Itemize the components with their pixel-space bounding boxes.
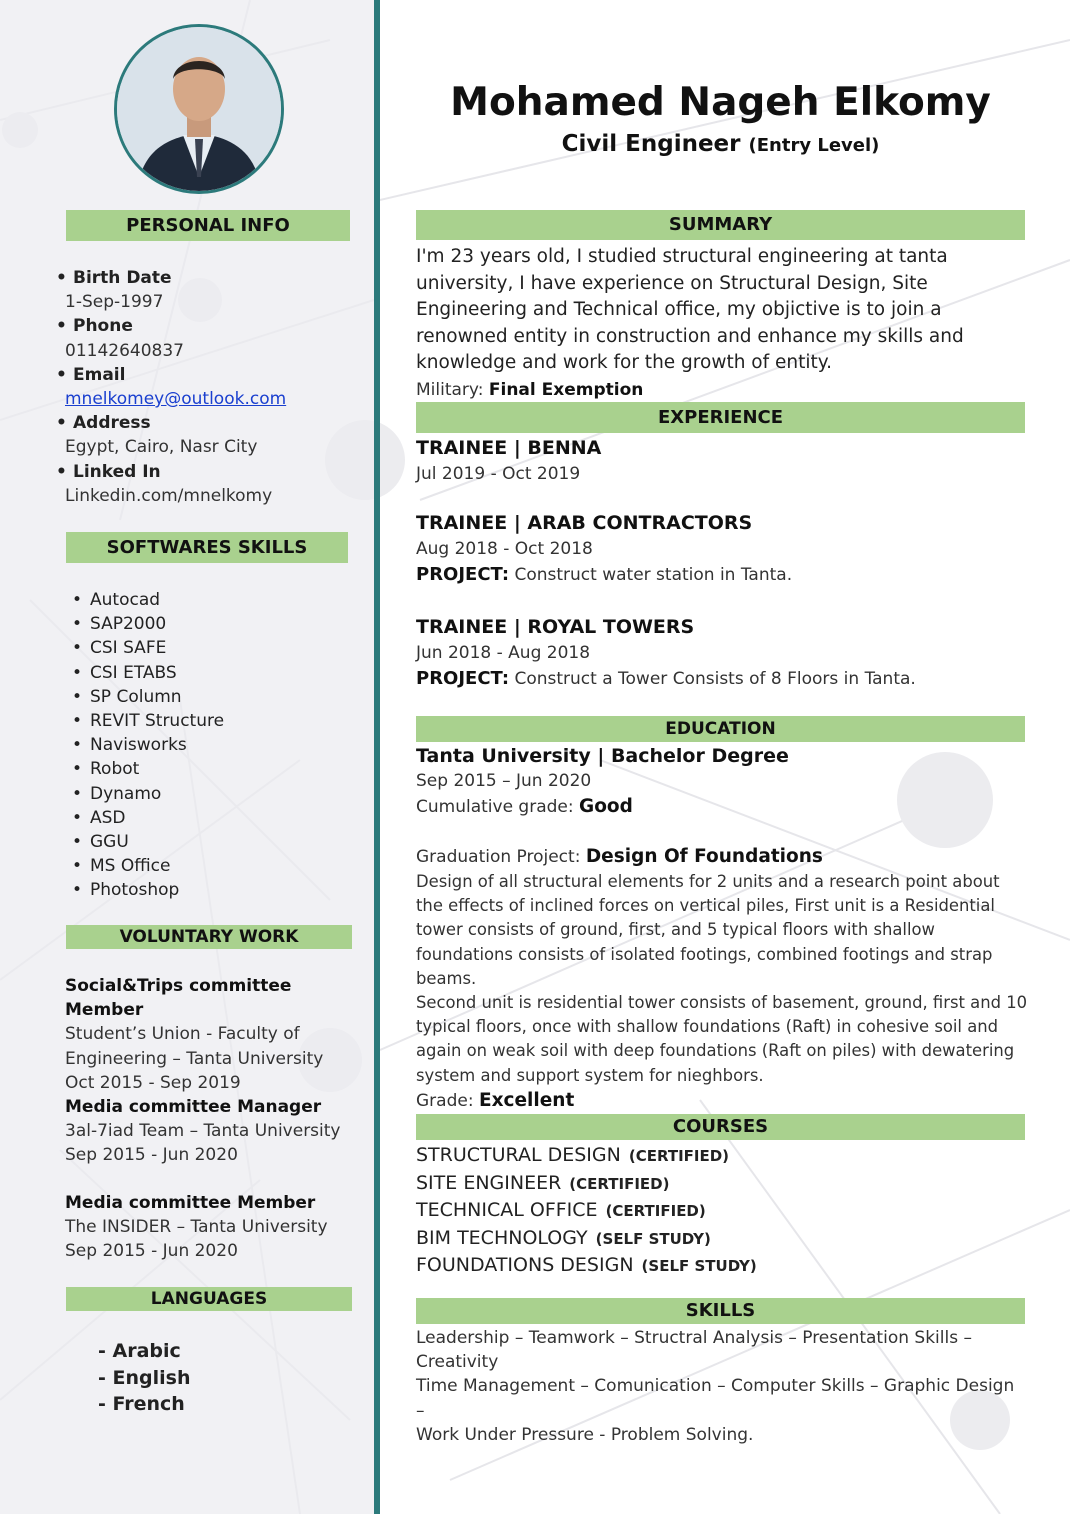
list-item: • Navisworks [72,733,224,757]
course-name: FOUNDATIONS DESIGN [416,1254,634,1276]
voluntary-work-heading: VOLUNTARY WORK [66,925,352,949]
email-link[interactable]: mnelkomey@outlook.com [65,389,287,410]
personal-info-heading: PERSONAL INFO [66,210,350,241]
list-item: • CSI SAFE [72,636,224,660]
course-item [416,1197,1028,1225]
summary-section [416,244,1028,403]
education-dates: Sep 2015 – Jun 2020 [416,771,592,791]
experience-title: TRAINEE | ARAB CONTRACTORS [416,512,753,534]
address-value: Egypt, Cairo, Nasr City [65,437,258,458]
course-item [416,1225,1028,1253]
experience-dates: Aug 2018 - Oct 2018 [416,538,593,559]
education-school: Tanta University | Bachelor Degree [416,745,789,767]
voluntary-item [65,1191,365,1264]
education-heading: EDUCATION [416,716,1025,742]
course-name: BIM TECHNOLOGY [416,1226,588,1249]
courses-heading: COURSES [416,1114,1025,1140]
voluntary-title: Media committee Manager [65,1097,322,1117]
graduation-project-desc: Design of all structural elements for 2 units and a research point about the effects of inclined forces on vertical piles, First unit is a Residential tower consists of ground, first, and 5 typical floors with shallow foundations consists of isolated footings, combined footings and strap beams. [416,872,1000,988]
profile-photo [114,24,284,194]
birth-date-value: 1-Sep-1997 [65,292,164,313]
experience-item [416,511,1028,589]
voluntary-org: Student’s Union - Faculty of [65,1024,300,1045]
languages-heading: LANGUAGES [66,1287,352,1311]
courses-list [416,1142,1028,1280]
experience-project [416,562,1028,589]
course-tag: (CERTIFIED) [605,1202,706,1220]
list-item: • REVIT Structure [72,709,224,733]
software-skills-list [72,588,224,903]
voluntary-org: 3al-7iad Team – Tanta University [65,1121,341,1142]
education-grade [416,794,1028,820]
language-item: - Arabic [98,1340,181,1362]
project-text: Construct a Tower Consists of 8 Floors in Tanta. [514,669,916,689]
software-skills-heading: SOFTWARES SKILLS [66,532,348,563]
experience-dates: Jul 2019 - Oct 2019 [416,463,581,484]
experience-heading: EXPERIENCE [416,402,1025,433]
list-item: • CSI ETABS [72,661,224,685]
skills-line: Work Under Pressure - Problem Solving. [416,1424,754,1445]
voluntary-org: Engineering – Tanta University [65,1048,324,1069]
graduation-project-label: Graduation Project: [416,847,581,867]
skills-heading: SKILLS [416,1298,1025,1324]
grade-value: Good [579,796,633,817]
course-item [416,1252,1028,1280]
course-name: TECHNICAL OFFICE [416,1199,598,1221]
personal-info-list [56,266,356,508]
list-item: • Photoshop [72,878,224,902]
project-label: PROJECT: [416,668,510,689]
voluntary-dates: Sep 2015 - Jun 2020 [65,1145,238,1166]
course-item [416,1170,1028,1198]
list-item: • Robot [72,757,224,781]
linkedin-value: Linkedin.com/mnelkomy [65,485,273,506]
course-item [416,1142,1028,1170]
language-item: - English [98,1366,191,1389]
military-status [416,377,1028,404]
course-tag: (SELF STUDY) [641,1257,757,1275]
job-title [416,131,1025,157]
course-tag: (CERTIFIED) [569,1174,670,1193]
graduation-project-desc: Second unit is residential tower consists of basement, ground, first and 10 typical floors, once with shallow foundations (Raft) in cohesive soil and again on weak soil with deep foundations (Raft on piles) with dewatering system and support system for nieghbors. [416,993,1028,1085]
experience-item [416,436,1028,487]
project-text: Construct water station in Tanta. [514,565,793,585]
phone-label: • Phone [56,314,356,338]
linkedin-label: • Linked In [56,460,356,484]
education-section [416,744,1028,1114]
list-item: • SAP2000 [72,612,224,636]
project-label: PROJECT: [416,564,510,585]
skills-list [416,1326,1028,1447]
voluntary-dates: Sep 2015 - Jun 2020 [65,1241,238,1262]
experience-item [416,615,1028,693]
skills-line: Time Management – Comunication – Computer Skills – Graphic Design – [416,1376,1015,1421]
experience-dates: Jun 2018 - Aug 2018 [416,642,591,663]
course-tag: (CERTIFIED) [628,1147,730,1165]
summary-text: I'm 23 years old, I studied structural engineering at tanta university, I have experience on Structural Design, Site Engineering and Technical office, my objictive is to join a renowned entity in construction and enhance my skills and knowledge and work for the growth of entity. [416,246,964,373]
job-level: (Entry Level) [748,135,880,156]
course-tag: (SELF STUDY) [595,1229,711,1248]
phone-value: 01142640837 [65,340,184,361]
voluntary-title: Media committee Member [65,1193,316,1213]
voluntary-item [65,974,365,1095]
graduation-project [416,844,1028,870]
graduation-grade-value: Excellent [478,1089,575,1111]
course-name: SITE ENGINEER [416,1171,562,1194]
address-label: • Address [56,411,356,435]
list-item: • Dynamo [72,782,224,806]
list-item: • MS Office [72,854,224,878]
graduation-project-title: Design Of Foundations [585,846,823,867]
military-value: Final Exemption [488,379,644,400]
grade-label: Cumulative grade: [416,797,574,817]
voluntary-item [65,1095,365,1168]
skills-line: Leadership – Teamwork – Structral Analysis – Presentation Skills – Creativity [416,1328,972,1373]
language-item: - French [98,1393,185,1415]
candidate-name: Mohamed Nageh Elkomy [450,80,991,125]
experience-project [416,666,1028,693]
graduation-grade-label: Grade: [416,1090,474,1111]
list-item: • Autocad [72,588,224,612]
birth-date-label: • Birth Date [56,266,356,290]
list-item: • GGU [72,830,224,854]
voluntary-org: The INSIDER – Tanta University [65,1217,328,1238]
experience-title: TRAINEE | ROYAL TOWERS [416,616,695,638]
experience-title: TRAINEE | BENNA [416,437,602,459]
summary-heading: SUMMARY [416,210,1025,240]
voluntary-title: Social&Trips committee Member [65,976,292,1021]
list-item: • ASD [72,806,224,830]
job-title-text: Civil Engineer [561,131,741,157]
languages-list [98,1338,190,1418]
voluntary-dates: Oct 2015 - Sep 2019 [65,1072,241,1093]
person-avatar-icon [117,27,281,191]
email-label: • Email [56,363,356,387]
course-name: STRUCTURAL DESIGN [416,1144,621,1166]
list-item: • SP Column [72,685,224,709]
military-label: Military: [416,379,484,400]
graduation-grade [416,1088,1028,1114]
